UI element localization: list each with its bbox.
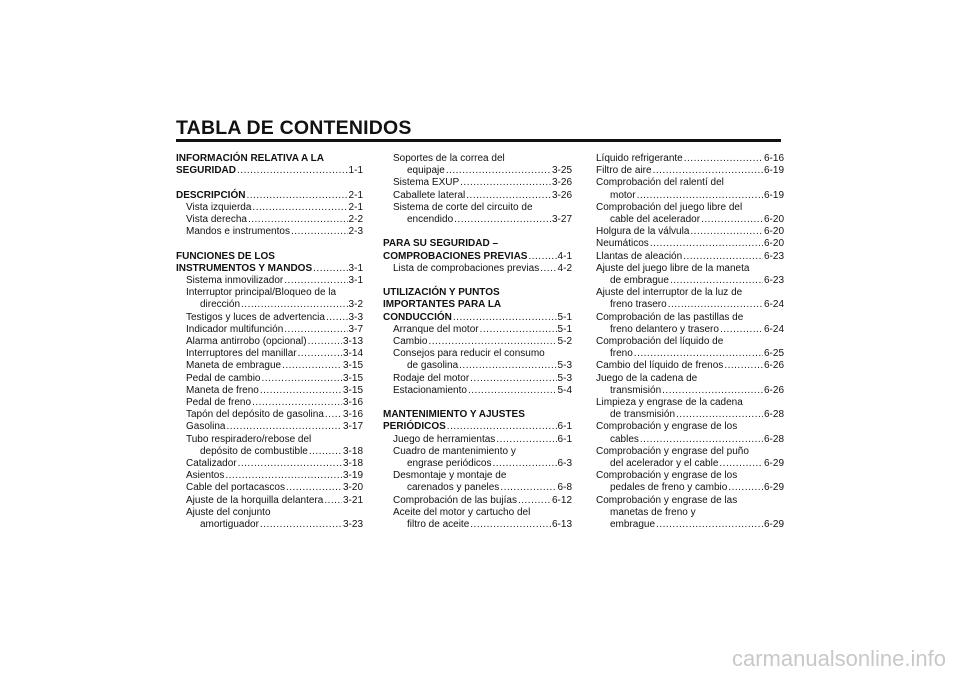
leader-dots (470, 373, 556, 385)
toc-entry[interactable] (383, 263, 572, 275)
leader-dots (480, 324, 557, 336)
toc-label: Soportes de la correa del (393, 153, 505, 164)
watermark: carmanualsonline.info (731, 646, 946, 671)
page-number: 3-18 (342, 445, 363, 457)
toc-label: depósito de combustible (200, 445, 308, 457)
leader-dots (309, 446, 342, 458)
leader-dots (653, 165, 763, 177)
leader-dots (326, 312, 348, 324)
toc-entry[interactable] (383, 202, 572, 226)
toc-entry[interactable] (176, 348, 363, 360)
page-number: 4-1 (557, 250, 572, 262)
toc-entry[interactable] (596, 238, 784, 250)
leader-dots (460, 177, 551, 189)
leader-dots (325, 409, 342, 421)
toc-entry[interactable] (383, 373, 572, 385)
page-number: 3-14 (342, 348, 363, 360)
toc-label: freno (610, 348, 633, 360)
page-number: 6-23 (763, 275, 784, 287)
toc-entry[interactable] (383, 153, 572, 177)
toc-entry[interactable] (176, 275, 363, 287)
toc-label: Holgura de la válvula (596, 226, 690, 238)
toc-label: Consejos para reducir el consumo (393, 348, 545, 360)
toc-label: Comprobación del líquido de (596, 336, 724, 348)
leader-dots (453, 312, 557, 324)
toc-column-3 (596, 153, 784, 531)
leader-dots (262, 373, 342, 385)
toc-entry[interactable] (383, 385, 572, 397)
toc-entry[interactable] (596, 251, 784, 263)
toc-label: Comprobación y engrase de los (596, 421, 738, 433)
toc-entry[interactable] (596, 360, 784, 372)
page-number: 5-2 (557, 336, 572, 348)
toc-entry[interactable] (596, 373, 784, 397)
toc-entry[interactable] (596, 153, 784, 165)
page-number: 6-26 (763, 384, 784, 396)
leader-dots (298, 348, 342, 360)
toc-label: Cable del portacascos (186, 482, 285, 494)
page-number: 3-15 (342, 360, 363, 372)
toc-label: Alarma antirrobo (opcional) (186, 336, 307, 348)
toc-entry[interactable] (176, 409, 363, 421)
leader-dots (454, 214, 551, 226)
leader-dots (308, 336, 342, 348)
page-number: 6-19 (763, 189, 784, 201)
leader-dots (634, 348, 763, 360)
toc-label: encendido (407, 214, 454, 226)
toc-entry[interactable] (176, 312, 363, 324)
toc-entry[interactable] (176, 360, 363, 372)
toc-entry[interactable] (176, 336, 363, 348)
leader-dots (724, 360, 763, 372)
toc-entry[interactable] (176, 434, 363, 458)
toc-label: manetas de freno y (610, 506, 696, 518)
page-number: 2-1 (348, 201, 363, 213)
toc-entry[interactable] (383, 507, 572, 531)
toc-entry[interactable] (596, 202, 784, 226)
leader-dots (656, 519, 763, 531)
leader-dots (637, 190, 763, 202)
toc-section[interactable] (383, 238, 572, 262)
toc-label: del acelerador y el cable (610, 458, 719, 470)
page-number: 6-1 (557, 421, 572, 433)
toc-label: embrague (610, 519, 656, 531)
page-number: 6-29 (763, 519, 784, 531)
toc-label: Rodaje del motor (393, 372, 470, 384)
toc-label: Indicador multifunción (186, 323, 284, 335)
leader-dots (466, 190, 551, 202)
toc-section[interactable] (176, 251, 363, 275)
page-number: 4-2 (557, 262, 572, 274)
leader-dots (518, 495, 551, 507)
toc-entry[interactable] (596, 312, 784, 336)
toc-label: Limpieza y engrase de la cadena (596, 397, 743, 409)
toc-label: carenados y paneles (407, 482, 500, 494)
toc-label: Líquido refrigerante (596, 153, 683, 164)
leader-dots (720, 324, 763, 336)
toc-label: cable del acelerador (610, 214, 701, 226)
toc-entry[interactable] (596, 263, 784, 287)
page-number: 3-1 (348, 275, 363, 286)
toc-label: Cambio (393, 336, 428, 348)
toc-entry[interactable] (596, 226, 784, 238)
toc-label: Pedal de freno (186, 397, 252, 409)
page-number: 6-20 (763, 238, 784, 250)
toc-label: Caballete lateral (393, 189, 466, 201)
leader-dots (668, 299, 763, 311)
page-number: 5-3 (557, 372, 572, 384)
leader-dots (252, 202, 347, 214)
toc-entry[interactable] (596, 421, 784, 445)
toc-label: Comprobación del juego libre del (596, 201, 743, 213)
leader-dots (248, 214, 348, 226)
page-number: 3-3 (348, 311, 363, 323)
toc-label: freno delantero y trasero (610, 323, 719, 335)
toc-label: equipaje (407, 165, 445, 177)
leader-dots (719, 458, 763, 470)
leader-dots (493, 458, 557, 470)
page-number: 2-1 (348, 189, 363, 201)
toc-entry[interactable] (383, 177, 572, 189)
toc-section[interactable] (176, 190, 363, 202)
toc-label: Estacionamiento (393, 384, 467, 396)
page-number: 6-24 (763, 299, 784, 311)
page-number: 6-23 (763, 250, 784, 262)
toc-label: freno trasero (610, 299, 667, 311)
toc-label: Desmontaje y montaje de (393, 470, 507, 482)
toc-entry[interactable] (176, 287, 363, 311)
toc-label: Filtro de aire (596, 165, 652, 177)
toc-entry[interactable] (383, 434, 572, 446)
toc-label: Ajuste de la horquilla delantera (186, 494, 324, 506)
leader-dots (470, 519, 551, 531)
toc-entry[interactable] (176, 482, 363, 494)
title-rule (176, 139, 781, 142)
toc-column-1 (176, 153, 363, 531)
page-number: 6-24 (763, 323, 784, 335)
toc-label: de transmisión (610, 409, 676, 421)
toc-entry[interactable] (176, 421, 363, 433)
toc-label: FUNCIONES DE LOS (176, 250, 275, 262)
toc-label: pedales de freno y cambio (610, 482, 728, 494)
leader-dots (468, 385, 557, 397)
page-number: 3-18 (342, 458, 363, 470)
toc-label: DESCRIPCIÓN (176, 189, 246, 201)
toc-label: MANTENIMIENTO Y AJUSTES (383, 409, 525, 421)
page-number: 3-23 (342, 519, 363, 531)
page-number: 3-16 (342, 409, 363, 421)
page-number: 6-12 (551, 494, 572, 506)
toc-label: Comprobación y engrase de las (596, 494, 738, 506)
toc-label: filtro de aceite (407, 519, 470, 531)
page-number: 6-29 (763, 482, 784, 494)
leader-dots (496, 434, 556, 446)
toc-label: Vista derecha (186, 214, 247, 225)
toc-entry[interactable] (596, 397, 784, 421)
toc-entry[interactable] (596, 165, 784, 177)
leader-dots (324, 495, 342, 507)
toc-label: Comprobación y engrase del puño (596, 445, 749, 457)
toc-label: Interruptor principal/Bloqueo de la (186, 287, 337, 299)
leader-dots (226, 421, 342, 433)
toc-entry[interactable] (596, 470, 784, 494)
toc-column-2 (383, 153, 572, 531)
toc-entry[interactable] (176, 373, 363, 385)
page-number: 6-20 (763, 226, 784, 238)
leader-dots (500, 482, 556, 494)
leader-dots (676, 409, 763, 421)
leader-dots (284, 275, 347, 287)
page-number: 3-26 (551, 189, 572, 201)
leader-dots (540, 263, 556, 275)
toc-entry[interactable] (596, 446, 784, 470)
toc-section[interactable] (176, 153, 363, 177)
page-number: 6-8 (557, 482, 572, 494)
page-number: 6-20 (763, 214, 784, 226)
toc-label: Ajuste del interruptor de la luz de (596, 287, 743, 299)
leader-dots (662, 385, 763, 397)
leader-dots (670, 275, 763, 287)
page-number: 3-16 (342, 397, 363, 409)
page-number: 3-15 (342, 372, 363, 384)
page-number: 3-2 (348, 299, 363, 311)
leader-dots (313, 263, 347, 275)
toc-label: motor (610, 189, 636, 201)
toc-label: Sistema inmovilizador (186, 275, 284, 286)
toc-entry[interactable] (176, 214, 363, 226)
page-number: 3-25 (551, 165, 572, 177)
toc-label: Cambio del líquido de frenos (596, 360, 724, 372)
toc-label: PERIÓDICOS (383, 421, 446, 433)
leader-dots (528, 251, 556, 263)
toc-entry[interactable] (176, 385, 363, 397)
leader-dots (225, 470, 342, 482)
page-number: 3-15 (342, 384, 363, 396)
toc-label: Aceite del motor y cartucho del (393, 506, 531, 518)
leader-dots (260, 519, 342, 531)
toc-label: INSTRUMENTOS Y MANDOS (176, 262, 313, 274)
toc-label: Interruptores del manillar (186, 348, 297, 360)
page-number: 3-26 (551, 177, 572, 189)
page-number: 5-1 (557, 323, 572, 335)
page-number: 5-1 (557, 311, 572, 323)
page-number: 3-17 (342, 421, 363, 433)
page-number: 6-19 (763, 165, 784, 177)
toc-label: amortiguador (200, 519, 259, 531)
leader-dots (683, 251, 763, 263)
page-number: 2-3 (348, 226, 363, 238)
toc-entry[interactable] (383, 348, 572, 372)
toc-label: Lista de comprobaciones previas (393, 262, 540, 274)
toc-label: SEGURIDAD (176, 165, 237, 177)
toc-label: COMPROBACIONES PREVIAS (383, 250, 528, 262)
toc-label: Sistema EXUP (393, 177, 460, 189)
page-number: 6-13 (551, 519, 572, 531)
toc-label: UTILIZACIÓN Y PUNTOS (383, 287, 500, 299)
leader-dots (684, 153, 763, 165)
page-number: 1-1 (348, 165, 363, 177)
toc-label: Gasolina (186, 421, 226, 433)
toc-label: Asientos (186, 470, 225, 482)
toc-label: dirección (200, 299, 241, 311)
toc-label: engrase periódicos (407, 458, 492, 470)
leader-dots (291, 226, 348, 238)
page-number: 5-4 (557, 384, 572, 396)
toc-entry[interactable] (596, 287, 784, 311)
page-number: 3-21 (342, 494, 363, 506)
page-number: 3-13 (342, 336, 363, 348)
toc-entry[interactable] (176, 202, 363, 214)
page-number: 6-28 (763, 433, 784, 445)
toc-label: cables (610, 433, 639, 445)
toc-label: Arranque del motor (393, 323, 479, 335)
toc-entry[interactable] (383, 470, 572, 494)
leader-dots (252, 397, 342, 409)
toc-label: CONDUCCIÓN (383, 311, 452, 323)
page-number: 2-2 (348, 214, 363, 225)
toc-section[interactable] (383, 409, 572, 433)
toc-label: de embrague (610, 275, 669, 287)
toc-label: Vista izquierda (186, 201, 252, 213)
toc-label: Testigos y luces de advertencia (186, 311, 325, 323)
page-title: TABLA DE CONTENIDOS (176, 117, 412, 139)
toc-label: Comprobación y engrase de los (596, 470, 738, 482)
toc-label: Ajuste del conjunto (186, 506, 271, 518)
toc-label: Ajuste del juego libre de la maneta (596, 262, 750, 274)
toc-label: Mandos e instrumentos (186, 226, 290, 238)
page-number: 3-1 (348, 262, 363, 274)
toc-label: Maneta de freno (186, 384, 259, 396)
toc-label: Tapón del depósito de gasolina (186, 409, 324, 421)
leader-dots (690, 226, 763, 238)
toc-entry[interactable] (176, 507, 363, 531)
toc-label: Juego de la cadena de (596, 372, 698, 384)
leader-dots (446, 165, 551, 177)
toc-label: Comprobación del ralentí del (596, 177, 724, 189)
toc-label: de gasolina (407, 360, 459, 372)
toc-label: PARA SU SEGURIDAD – (383, 238, 499, 250)
leader-dots (428, 336, 556, 348)
toc-label: Comprobación de las bujías (393, 494, 517, 506)
page-number: 6-29 (763, 458, 784, 470)
toc-label: Llantas de aleación (596, 250, 683, 262)
leader-dots (241, 299, 348, 311)
page-number: 6-16 (763, 153, 784, 164)
page-number: 6-1 (557, 433, 572, 445)
toc-label: INFORMACIÓN RELATIVA A LA (176, 153, 324, 164)
toc-label: Sistema de corte del circuito de (393, 201, 533, 213)
leader-dots (701, 214, 763, 226)
leader-dots (728, 482, 763, 494)
leader-dots (284, 324, 347, 336)
toc-entry[interactable] (176, 470, 363, 482)
leader-dots (286, 482, 342, 494)
toc-label: Tubo respiradero/rebose del (186, 433, 312, 445)
toc-label: transmisión (610, 384, 662, 396)
toc-entry[interactable] (596, 336, 784, 360)
toc-entry[interactable] (176, 226, 363, 238)
toc-entry[interactable] (596, 177, 784, 201)
toc-entry[interactable] (383, 190, 572, 202)
toc-label: Maneta de embrague (186, 360, 282, 372)
toc-entry[interactable] (383, 336, 572, 348)
page-number: 3-7 (348, 323, 363, 335)
leader-dots (246, 190, 347, 202)
leader-dots (650, 238, 763, 250)
leader-dots (260, 385, 342, 397)
toc-label: Cuadro de mantenimiento y (393, 445, 516, 457)
page-number: 6-28 (763, 409, 784, 421)
leader-dots (640, 434, 763, 446)
toc-entry[interactable] (176, 458, 363, 470)
toc-entry[interactable] (383, 324, 572, 336)
leader-dots (238, 458, 342, 470)
toc-entry[interactable] (383, 495, 572, 507)
page-number: 6-3 (557, 458, 572, 470)
toc-entry[interactable] (383, 446, 572, 470)
leader-dots (459, 360, 556, 372)
leader-dots (237, 165, 348, 177)
toc-entry[interactable] (596, 495, 784, 532)
toc-entry[interactable] (176, 397, 363, 409)
toc-label: Juego de herramientas (393, 433, 496, 445)
page-number: 5-3 (557, 360, 572, 372)
toc-label: Catalizador (186, 458, 237, 470)
leader-dots (447, 421, 557, 433)
page-number: 3-19 (342, 470, 363, 482)
toc-entry[interactable] (176, 324, 363, 336)
page-number: 3-20 (342, 482, 363, 494)
page-number: 6-26 (763, 360, 784, 372)
toc-entry[interactable] (176, 495, 363, 507)
toc-section[interactable] (383, 287, 572, 324)
toc-label: IMPORTANTES PARA LA (383, 299, 502, 311)
page-number: 6-25 (763, 348, 784, 360)
toc-label: Neumáticos (596, 238, 649, 250)
toc-label: Comprobación de las pastillas de (596, 311, 744, 323)
page-number: 3-27 (551, 214, 572, 226)
leader-dots (282, 360, 342, 372)
toc-label: Pedal de cambio (186, 372, 261, 384)
